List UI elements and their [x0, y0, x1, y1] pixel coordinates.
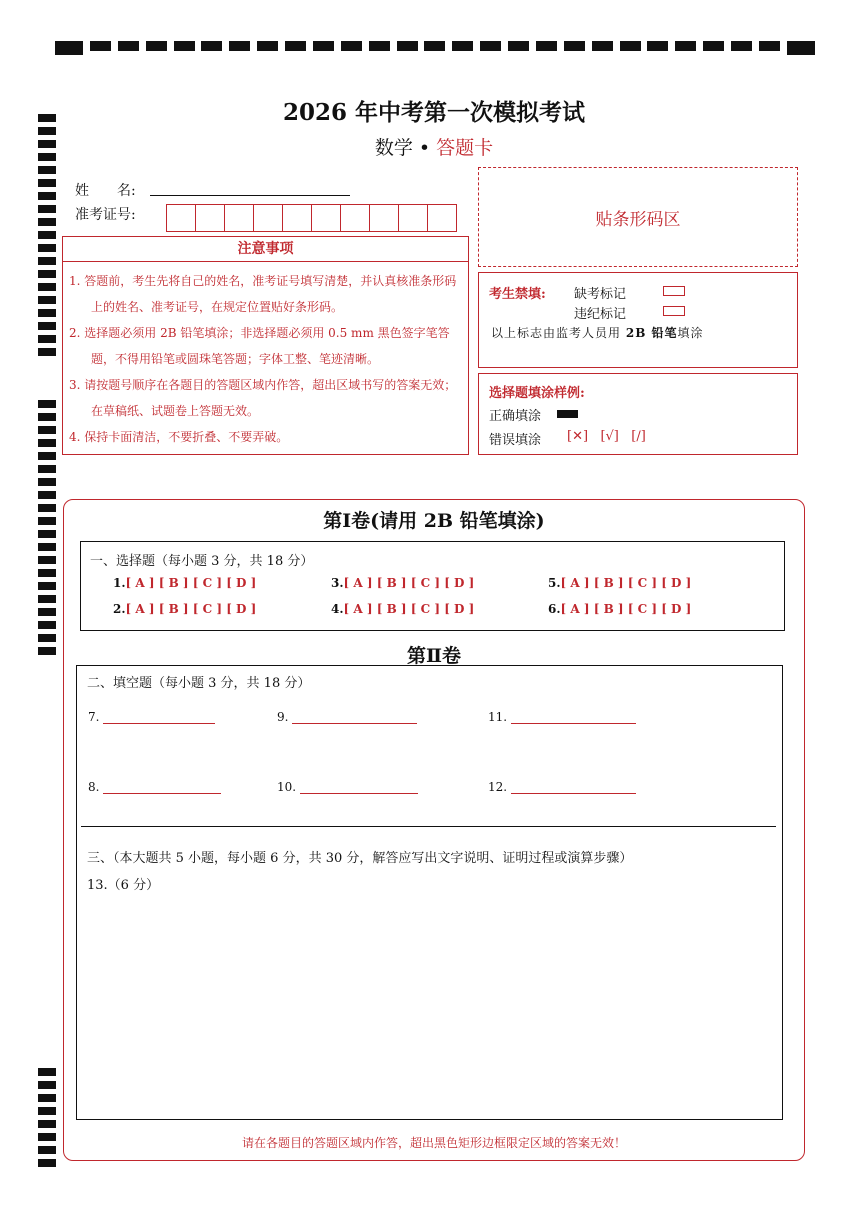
choice-question-5[interactable]: [548, 576, 691, 590]
wrong-sample-check: [√]: [600, 429, 619, 444]
subtitle-dot: •: [418, 137, 431, 159]
notice-item: 2. 选择题必须用 2B 铅笔填涂；非选择题必须用 0.5 mm 黑色签字笔答题，不得用铅笔或圆珠笔答题；字体工整、笔迹清晰。: [69, 326, 450, 366]
wrong-sample-cross: [✕]: [567, 429, 589, 444]
wrong-fill-samples: [567, 429, 646, 444]
question-number: 1.: [113, 576, 126, 590]
forbid-title: 考生禁填:: [489, 287, 546, 302]
correct-fill-sample: [557, 410, 578, 418]
footer-warning: 请在各题目的答题区域内作答，超出黑色矩形边框限定区域的答案无效！: [241, 1136, 626, 1150]
answer-line[interactable]: [300, 779, 418, 794]
question-number: 5.: [548, 576, 561, 590]
notice-item: 3. 请按题号顺序在各题目的答题区域内作答，超出区域书写的答案无效；在草稿纸、试题卷上答题无效。: [69, 378, 457, 418]
blank-12[interactable]: [488, 779, 636, 794]
blank-8[interactable]: [88, 779, 221, 794]
choice-question-3[interactable]: [331, 576, 474, 590]
choice-options[interactable]: [ A ] [ B ] [ C ] [ D ]: [560, 602, 692, 616]
choice-options[interactable]: [ A ] [ B ] [ C ] [ D ]: [125, 602, 257, 616]
id-digit-box[interactable]: [166, 204, 196, 232]
answer-line[interactable]: [292, 709, 417, 724]
exam-title: 2026 年中考第一次模拟考试: [282, 99, 586, 126]
notice-list: [63, 262, 468, 450]
exam-subtitle: [0, 133, 868, 160]
id-digit-box[interactable]: [398, 204, 428, 232]
blank-number: 11.: [488, 710, 508, 724]
exam-id-label: 准考证号:: [75, 207, 136, 223]
name-label: 姓 名:: [75, 183, 136, 199]
barcode-label: 贴条形码区: [595, 209, 681, 230]
blank-number: 9.: [277, 710, 289, 724]
part1-title: 第Ⅰ卷(请用 2B 铅笔填涂): [323, 510, 545, 532]
fill-sample-box: [478, 373, 798, 455]
forbid-note-bold: 2B 铅笔: [625, 326, 678, 340]
question-number: 6.: [548, 602, 561, 616]
top-timing-marks: [55, 41, 815, 55]
answer-section-heading: 三、（本大题共 5 小题，每小题 6 分，共 30 分，解答应写出文字说明、证明过程或演算步骤）: [87, 851, 633, 866]
answer-card-label: 答题卡: [436, 137, 494, 159]
answer-line[interactable]: [511, 709, 636, 724]
id-digit-box[interactable]: [311, 204, 341, 232]
id-digit-box[interactable]: [253, 204, 283, 232]
choice-options[interactable]: [ A ] [ B ] [ C ] [ D ]: [343, 576, 475, 590]
question-13-answer-area[interactable]: [87, 898, 767, 1108]
choice-question-4[interactable]: [331, 602, 474, 616]
violation-mark-box[interactable]: [663, 306, 685, 316]
blank-number: 8.: [88, 780, 100, 794]
blank-number: 12.: [488, 780, 508, 794]
barcode-area: [478, 167, 798, 267]
choice-section-heading: 一、选择题（每小题 3 分，共 18 分）: [90, 554, 314, 569]
choice-question-2[interactable]: [113, 602, 256, 616]
id-digit-box[interactable]: [224, 204, 254, 232]
side-timing-marks-lower: [38, 1068, 56, 1172]
blank-number: 7.: [88, 710, 100, 724]
answer-line[interactable]: [103, 709, 215, 724]
choice-question-6[interactable]: [548, 602, 691, 616]
question-13-label: 13.（6 分）: [87, 878, 160, 893]
id-digit-box[interactable]: [195, 204, 225, 232]
sample-title: 选择题填涂样例:: [489, 386, 585, 401]
fill-section-heading: 二、填空题（每小题 3 分，共 18 分）: [87, 676, 311, 691]
question-number: 3.: [331, 576, 344, 590]
blank-10[interactable]: [277, 779, 418, 794]
blank-7[interactable]: [88, 709, 215, 724]
notice-heading: 注意事项: [63, 237, 468, 262]
forbid-note-prefix: 以上标志由监考人员用: [491, 326, 622, 340]
violation-mark-label: 违纪标记: [574, 307, 627, 322]
wrong-sample-slash: [/]: [631, 429, 646, 444]
answer-line[interactable]: [103, 779, 221, 794]
notice-item: 4. 保持卡面清洁，不要折叠、不要弄破。: [69, 430, 289, 444]
wrong-fill-label: 错误填涂: [489, 433, 542, 448]
absent-mark-label: 缺考标记: [574, 287, 627, 302]
blank-11[interactable]: [488, 709, 636, 724]
correct-fill-label: 正确填涂: [489, 409, 542, 424]
notice-item: 1. 答题前，考生先将自己的姓名，准考证号填写清楚，并认真核准条形码上的姓名、准考证号，在规定位置贴好条形码。: [69, 274, 457, 314]
id-digit-box[interactable]: [369, 204, 399, 232]
forbid-note: [491, 324, 704, 341]
id-digit-box[interactable]: [282, 204, 312, 232]
question-number: 4.: [331, 602, 344, 616]
choice-section-box: [80, 541, 785, 631]
exam-id-grid[interactable]: [167, 204, 457, 232]
choice-options[interactable]: [ A ] [ B ] [ C ] [ D ]: [125, 576, 257, 590]
choice-options[interactable]: [ A ] [ B ] [ C ] [ D ]: [560, 576, 692, 590]
forbid-note-suffix: 填涂: [677, 326, 704, 340]
examiner-only-box: [478, 272, 798, 368]
part2-title: 第Ⅱ卷: [406, 645, 461, 667]
blank-9[interactable]: [277, 709, 417, 724]
section-divider: [81, 826, 776, 827]
notice-box: [62, 236, 469, 455]
id-digit-box[interactable]: [340, 204, 370, 232]
choice-options[interactable]: [ A ] [ B ] [ C ] [ D ]: [343, 602, 475, 616]
name-input-line[interactable]: [150, 195, 350, 196]
absent-mark-box[interactable]: [663, 286, 685, 296]
subject-label: 数学: [374, 137, 413, 159]
id-digit-box[interactable]: [427, 204, 457, 232]
choice-question-1[interactable]: [113, 576, 256, 590]
question-number: 2.: [113, 602, 126, 616]
blank-number: 10.: [277, 780, 297, 794]
part2-box: [76, 665, 783, 1120]
answer-line[interactable]: [511, 779, 636, 794]
